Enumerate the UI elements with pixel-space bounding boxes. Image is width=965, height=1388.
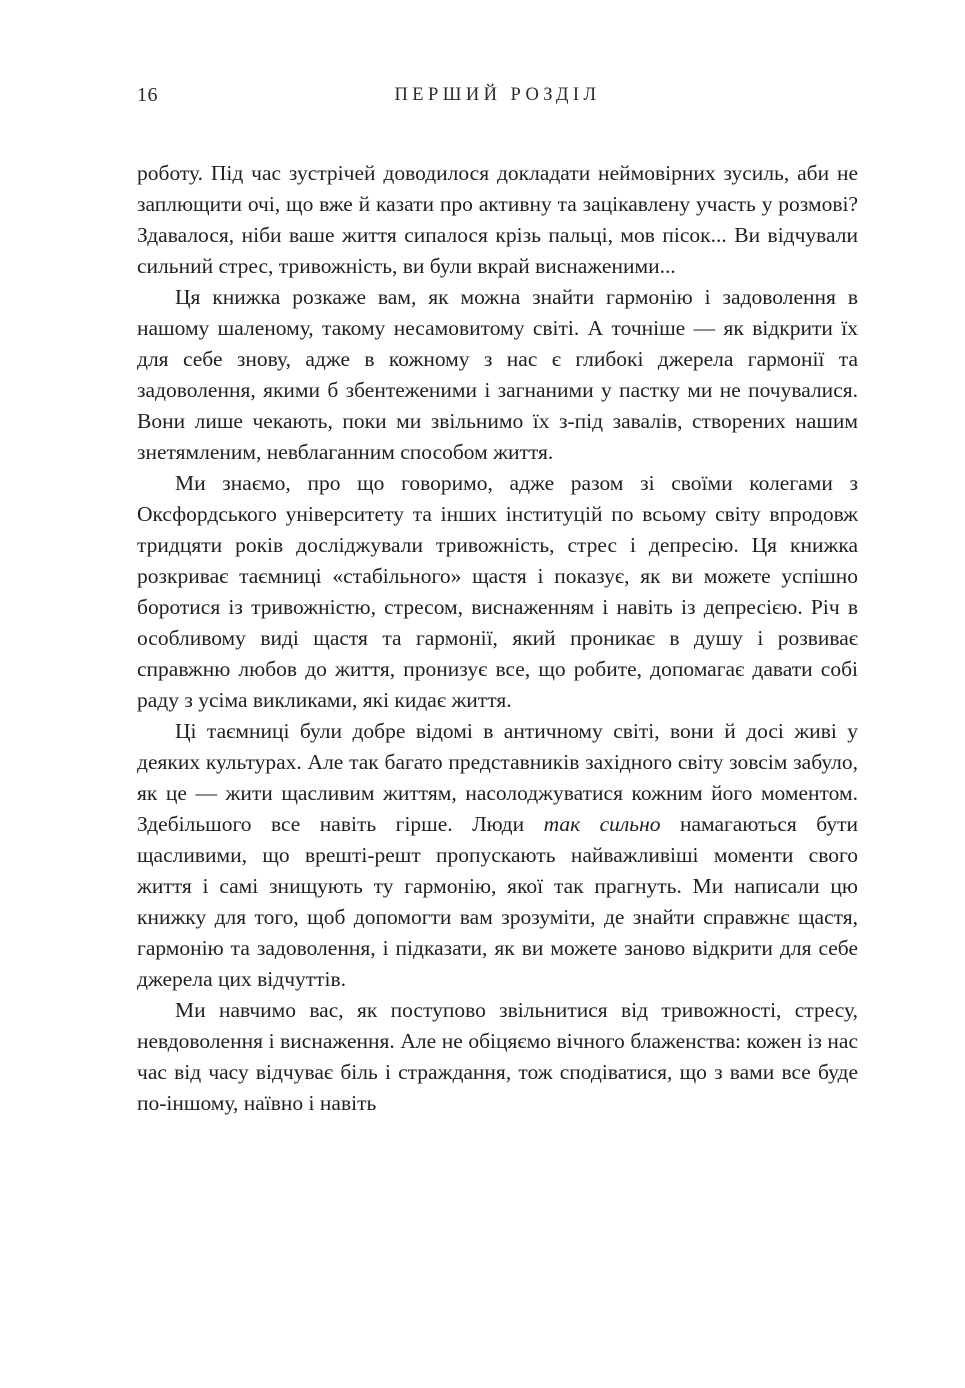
page-number: 16	[137, 84, 158, 106]
paragraph	[137, 158, 858, 282]
text-run: Ми знаємо, про що говоримо, адже разом зі своїми колегами з Оксфордського університету та інших інституцій по всьому світу впродовж тридцяти років досліджували тривожність, стрес і депресію. Ця книжка розкриває таємниці «стабільного» щастя і показує, як ви можете успішно боротися із тривожністю, стресом, виснаженням і навіть із депресією. Річ в особливому виді щастя та гармонії, який проникає в душу і розвиває справжню любов до життя, пронизує все, що робите, допомагає давати собі раду з усіма викликами, які кидає життя.	[137, 471, 858, 712]
page-header	[137, 84, 858, 110]
paragraph	[137, 995, 858, 1119]
paragraph	[137, 716, 858, 995]
paragraph	[137, 282, 858, 468]
text-run: роботу. Під час зустрічей доводилося докладати неймовірних зусиль, аби не заплющити очі, що вже й казати про активну та зацікавлену участь у розмові? Здавалося, ніби ваше життя сипалося крізь пальці, мов пісок... Ви відчували сильний стрес, тривожність, ви були вкрай виснаженими...	[137, 161, 858, 278]
italic-run: так сильно	[543, 812, 661, 836]
text-run: Ці таємниці були добре відомі в античному світі, вони й досі живі у деяких культурах. Але так багато представників західного світу зовсім забуло, як це — жити щасливим життям, насолоджуватися кожним його моментом. Здебільшого все навіть гірше. Люди	[137, 719, 858, 836]
text-run: Ця книжка розкаже вам, як можна знайти гармонію і задоволення в нашому шаленому, такому несамовитому світі. А точніше — як відкрити їх для себе знову, адже в кожному з нас є глибокі джерела гармонії та задоволення, якими б збентеженими і загнаними у пастку ми не почувалися. Вони лише чекають, поки ми звільнимо їх з-під завалів, створених нашим знетямленим, невблаганним способом життя.	[137, 285, 858, 464]
text-run: Ми навчимо вас, як поступово звільнитися від тривожності, стресу, невдоволення і виснаження. Але не обіцяємо вічного блаженства: кожен із нас час від часу відчуває біль і страждання, тож сподіватися, що з вами все буде по-іншому, наївно і навіть	[137, 998, 858, 1115]
text-body	[137, 158, 858, 1119]
chapter-title: ПЕРШИЙ РОЗДІЛ	[394, 85, 601, 105]
paragraph	[137, 468, 858, 716]
text-run: намагаються бути щасливими, що врешті-решт пропускають найважливіші моменти свого життя і самі знищують ту гармонію, якої так прагнуть. Ми написали цю книжку для того, щоб допомогти вам зрозуміти, де знайти справжнє щастя, гармонію та задоволення, і підказати, як ви можете заново відкрити для себе джерела цих відчуттів.	[137, 812, 858, 991]
